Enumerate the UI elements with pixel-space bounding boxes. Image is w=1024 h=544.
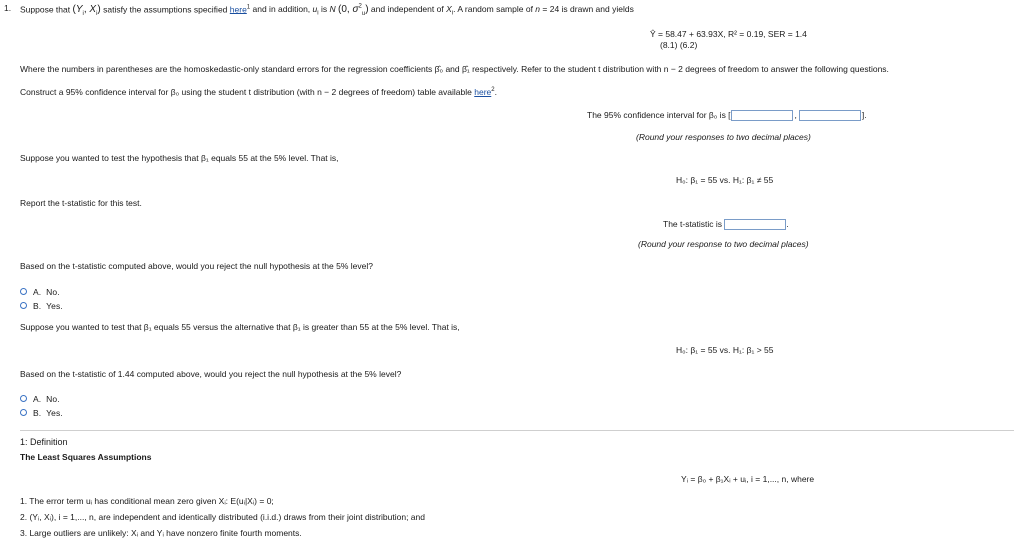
radio-circle-icon[interactable] bbox=[20, 288, 27, 295]
option-label: Yes. bbox=[46, 408, 63, 418]
ci-label: The 95% confidence interval for β₀ is [ bbox=[587, 109, 731, 120]
intro-text-a: Suppose that bbox=[20, 4, 71, 15]
ci-upper-input[interactable] bbox=[799, 110, 861, 121]
definition-title: The Least Squares Assumptions bbox=[20, 452, 152, 462]
normal-params: (0, $\sigma^2_u$) bbox=[338, 4, 369, 18]
part2-hypothesis: H₀: β₁ = 55 vs. H₁: β₁ ≠ 55 bbox=[676, 175, 774, 185]
part4-hypothesis: H₀: β₁ = 55 vs. H₁: β₁ > 55 bbox=[676, 345, 774, 355]
intro-pair: ($Y_i$, $X_i$) bbox=[72, 4, 101, 18]
radio-circle-icon[interactable] bbox=[20, 409, 27, 416]
radio-circle-icon[interactable] bbox=[20, 302, 27, 309]
option-label: No. bbox=[46, 394, 60, 404]
ci-close: ]. bbox=[861, 109, 867, 120]
regression-equation: Ŷ = 58.47 + 63.93X, R² = 0.19, SER = 1.4 bbox=[650, 29, 807, 39]
part3-text: Based on the t-statistic computed above, would you reject the null hypothesis at the 5% level? bbox=[20, 261, 373, 271]
assumption-item: 1. The error term uᵢ has conditional mean zero given Xᵢ: E(uᵢ|Xᵢ) = 0; bbox=[20, 496, 274, 506]
part2-text: Suppose you wanted to test the hypothesis that β₁ equals 55 at the 5% level. That is, bbox=[20, 153, 339, 163]
ci-row bbox=[587, 110, 867, 121]
intro-text-b: satisfy the assumptions specified bbox=[103, 4, 228, 15]
option-label: No. bbox=[46, 287, 60, 297]
definition-heading: 1: Definition bbox=[20, 437, 68, 447]
question-number: 1. bbox=[4, 3, 12, 13]
option-label: Yes. bbox=[46, 301, 63, 311]
construct-text-body: Construct a 95% confidence interval for β₀ using the student t distribution (with n − 2 degrees of freedom) table available bbox=[20, 86, 472, 97]
assumption-item: 3. Large outliers are unlikely: Xᵢ and Yᵢ have nonzero finite fourth moments. bbox=[20, 528, 302, 538]
assumptions-here-link[interactable]: here bbox=[229, 4, 247, 15]
option-letter: A. bbox=[33, 394, 42, 404]
tstat-round-note: (Round your response to two decimal places) bbox=[638, 239, 809, 249]
tstat-end: . bbox=[786, 218, 789, 229]
option-letter: B. bbox=[33, 301, 42, 311]
construct-text: Construct a 95% confidence interval for β₀ using the student t distribution (with n − 2 degrees of freedom) table available here$^2$. bbox=[20, 86, 497, 97]
tstat-label: The t-statistic is bbox=[663, 218, 723, 229]
report-tstat-text: Report the t-statistic for this test. bbox=[20, 198, 142, 208]
question-intro: Suppose that ($Y_i$, $X_i$) satisfy the assumptions specified here$^1$ and in addition, $u_i$ is N (0, $\sigma^2_u$) and independent of $X_i$. A random sample of n = 24 is drawn and yields bbox=[20, 4, 634, 18]
part5-text: Based on the t-statistic of 1.44 computed above, would you reject the null hypothesis at the 5% level? bbox=[20, 369, 402, 379]
assumption-item: 2. (Yᵢ, Xᵢ), i = 1,..., n, are independent and identically distributed (i.i.d.) draws from their joint distribution; and bbox=[20, 512, 425, 522]
ci-lower-input[interactable] bbox=[731, 110, 793, 121]
section-divider bbox=[20, 430, 1014, 431]
option-letter: B. bbox=[33, 408, 42, 418]
ci-comma: , bbox=[794, 109, 797, 120]
radio-circle-icon[interactable] bbox=[20, 395, 27, 402]
tstat-row bbox=[663, 219, 789, 230]
tstat-input[interactable] bbox=[724, 218, 789, 230]
part3-option-a[interactable] bbox=[20, 288, 60, 298]
t-table-here-link[interactable]: here bbox=[474, 86, 492, 97]
part3-option-b[interactable] bbox=[20, 302, 63, 312]
option-letter: A. bbox=[33, 287, 42, 297]
intro-text-c: and in addition, $u_i$ is N bbox=[252, 4, 336, 18]
intro-text-e: and independent of $X_i$. A random sample of n = 24 is drawn and yields bbox=[370, 4, 634, 18]
part5-option-b[interactable] bbox=[20, 409, 63, 419]
ci-round-note: (Round your responses to two decimal places) bbox=[636, 132, 811, 142]
part4-text: Suppose you wanted to test that β₁ equals 55 versus the alternative that β₁ is greater than 55 at the 5% level. That is, bbox=[20, 322, 460, 332]
standard-errors: (8.1) (6.2) bbox=[660, 40, 698, 50]
part5-option-a[interactable] bbox=[20, 395, 60, 405]
where-text: Where the numbers in parentheses are the homoskedastic-only standard errors for the regression coefficients β̂₀ and β̂₁ respectively. Refer to the student t distribution with n − 2 degrees of freedom to answer the following questions. bbox=[20, 64, 889, 74]
model-equation: Yᵢ = β₀ + β₁Xᵢ + uᵢ, i = 1,..., n, where bbox=[681, 474, 815, 484]
